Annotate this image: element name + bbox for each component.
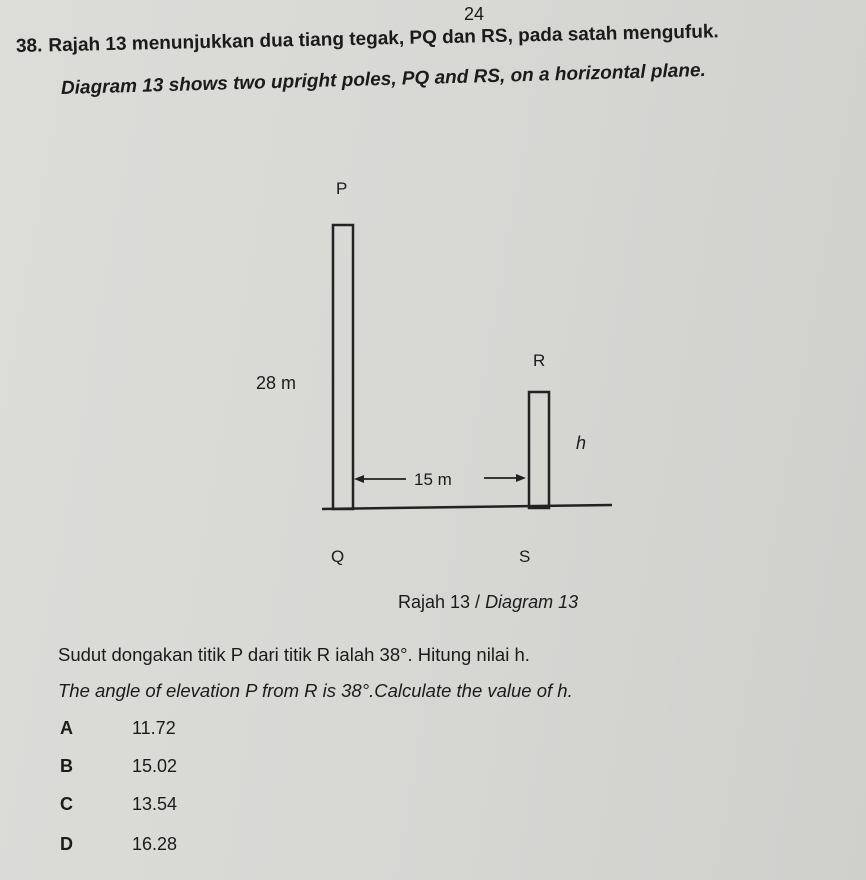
- option-value: 15.02: [132, 756, 178, 776]
- diagram-caption: [398, 592, 578, 613]
- label-height-pq: 28 m: [256, 373, 297, 393]
- option-a[interactable]: [60, 718, 176, 739]
- question-bm: Rajah 13 menunjukkan dua tiang tegak, PQ dan RS, pada satah mengufuk.: [48, 21, 719, 57]
- option-value: 13.54: [132, 794, 178, 814]
- label-r: R: [533, 351, 546, 370]
- option-c[interactable]: [60, 794, 177, 815]
- arrowhead-left: [354, 475, 364, 483]
- stem-en-after: .Calculate the value of h.: [369, 680, 573, 701]
- option-b[interactable]: [60, 756, 177, 777]
- page-number: 24: [464, 4, 485, 24]
- ground-line: [322, 505, 612, 509]
- question-number: 38.: [15, 35, 43, 57]
- label-p: P: [336, 179, 348, 198]
- caption-en: Diagram 13: [485, 592, 579, 612]
- question-text-en: Diagram 13 shows two upright poles, PQ and RS, on a horizontal plane.: [60, 59, 707, 99]
- stem-angle-en: 38°: [341, 680, 370, 701]
- stem-en-before: The angle of elevation P from R is: [58, 680, 342, 701]
- option-letter: D: [60, 834, 73, 854]
- option-letter: C: [60, 794, 73, 814]
- stem-bm-before: Sudut dongakan titik P dari titik R ialah: [58, 644, 380, 665]
- label-height-rs: h: [576, 433, 587, 453]
- stem-angle-bm: 38°: [379, 644, 408, 665]
- label-distance: 15 m: [414, 470, 452, 489]
- caption-bm: Rajah 13 /: [398, 592, 486, 612]
- option-d[interactable]: [60, 834, 177, 855]
- question-stem-bm: [58, 644, 530, 666]
- arrowhead-right: [516, 474, 526, 482]
- pole-pq: [333, 225, 353, 509]
- question-stem-en: [58, 680, 573, 702]
- pole-rs: [529, 392, 549, 508]
- option-letter: A: [60, 718, 73, 738]
- label-s: S: [519, 547, 531, 566]
- option-letter: B: [60, 756, 73, 776]
- option-value: 11.72: [132, 718, 176, 738]
- label-q: Q: [331, 547, 345, 566]
- stem-bm-after: . Hitung nilai h.: [407, 644, 530, 665]
- option-value: 16.28: [132, 834, 178, 854]
